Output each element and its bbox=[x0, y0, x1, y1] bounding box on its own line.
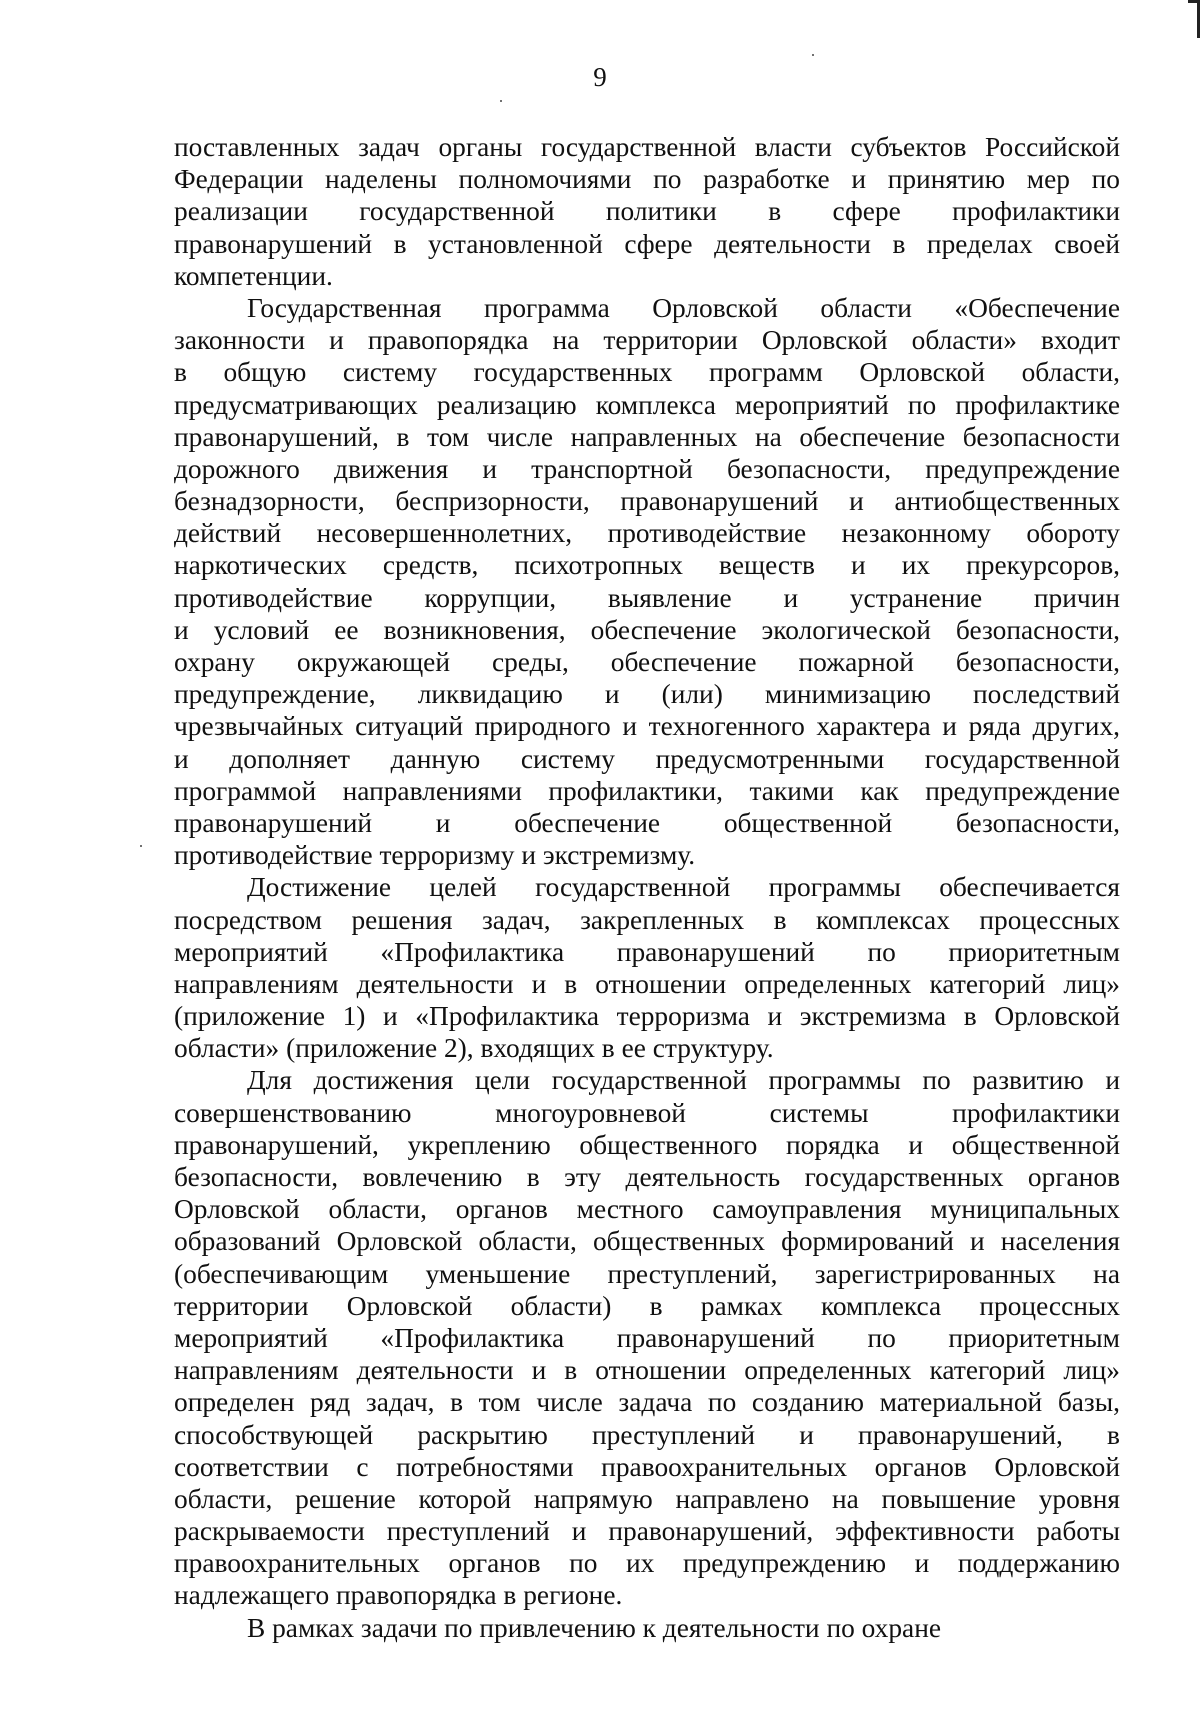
text-line: правонарушений, в том числе направленных на обеспечение безопасности bbox=[174, 421, 1120, 452]
text-line: Государственная программа Орловской области «Обеспечение bbox=[247, 292, 1120, 323]
text-line: охрану окружающей среды, обеспечение пожарной безопасности, bbox=[174, 647, 1120, 677]
text-line: правонарушений в установленной сфере деятельности в пределах своей bbox=[174, 228, 1120, 259]
text-line: способствующей раскрытию преступлений и правонарушений, в bbox=[174, 1419, 1120, 1450]
scan-corner-mark bbox=[1188, 0, 1200, 38]
text-line: Орловской области, органов местного самоуправления муниципальных bbox=[174, 1194, 1120, 1225]
page-number: 9 bbox=[593, 62, 607, 92]
paragraph bbox=[174, 1064, 1120, 1611]
text-line: в общую систему государственных программ Орловской области, bbox=[174, 357, 1120, 388]
text-line: (обеспечивающим уменьшение преступлений, зарегистрированных на bbox=[174, 1258, 1120, 1289]
text-line: и условий ее возникновения, обеспечение экологической безопасности, bbox=[174, 614, 1120, 645]
text-line: области» (приложение 2), входящих в ее структуру. bbox=[174, 1033, 774, 1064]
text-line: противодействие терроризму и экстремизму. bbox=[174, 840, 696, 871]
paragraph bbox=[174, 1612, 1120, 1644]
text-line: мероприятий «Профилактика правонарушений по приоритетным bbox=[174, 1322, 1120, 1353]
text-line: области, решение которой напрямую направлено на повышение уровня bbox=[174, 1483, 1120, 1514]
paragraph bbox=[174, 292, 1120, 871]
text-line: наркотических средств, психотропных веществ и их прекурсоров, bbox=[174, 550, 1120, 581]
text-line: противодействие коррупции, выявление и устранение причин bbox=[174, 582, 1120, 613]
scan-speck bbox=[500, 100, 502, 102]
text-line: безнадзорности, беспризорности, правонарушений и антиобщественных bbox=[174, 486, 1120, 517]
text-line: совершенствованию многоуровневой системы профилактики bbox=[174, 1097, 1120, 1128]
text-line: правоохранительных органов по их предупреждению и поддержанию bbox=[174, 1548, 1120, 1579]
text-line: программой направлениями профилактики, такими как предупреждение bbox=[174, 775, 1120, 806]
scan-speck bbox=[140, 845, 142, 847]
text-line: образований Орловской области, общественных формирований и населения bbox=[174, 1226, 1120, 1257]
text-line: предусматривающих реализацию комплекса мероприятий по профилактике bbox=[174, 389, 1120, 420]
text-line: соответствии с потребностями правоохранительных органов Орловской bbox=[174, 1451, 1120, 1482]
text-line: раскрываемости преступлений и правонарушений, эффективности работы bbox=[174, 1516, 1120, 1547]
text-line: Достижение целей государственной программы обеспечивается bbox=[247, 872, 1120, 903]
scan-speck bbox=[812, 54, 814, 56]
text-line: законности и правопорядка на территории Орловской области» входит bbox=[174, 325, 1120, 356]
text-line: реализации государственной политики в сфере профилактики bbox=[174, 196, 1120, 227]
text-line: направлениям деятельности и в отношении определенных категорий лиц» bbox=[174, 968, 1120, 999]
text-line: надлежащего правопорядка в регионе. bbox=[174, 1580, 623, 1611]
text-line: мероприятий «Профилактика правонарушений по приоритетным bbox=[174, 936, 1120, 967]
text-line: дорожного движения и транспортной безопасности, предупреждение bbox=[174, 453, 1120, 484]
text-line: посредством решения задач, закрепленных в комплексах процессных bbox=[174, 904, 1120, 935]
paragraph bbox=[174, 131, 1120, 292]
text-line: чрезвычайных ситуаций природного и техногенного характера и ряда других, bbox=[174, 711, 1120, 742]
text-line: Федерации наделены полномочиями по разработке и принятию мер по bbox=[174, 164, 1120, 195]
text-line: безопасности, вовлечению в эту деятельность государственных органов bbox=[174, 1162, 1120, 1192]
text-line: действий несовершеннолетних, противодействие незаконному обороту bbox=[174, 518, 1120, 549]
paragraph bbox=[174, 871, 1120, 1064]
text-line: (приложение 1) и «Профилактика терроризма и экстремизма в Орловской bbox=[174, 1001, 1120, 1032]
text-line: Для достижения цели государственной программы по развитию и bbox=[247, 1065, 1120, 1096]
text-line: определен ряд задач, в том числе задача по созданию материальной базы, bbox=[174, 1387, 1120, 1418]
text-line: предупреждение, ликвидацию и (или) минимизацию последствий bbox=[174, 679, 1120, 710]
text-line: компетенции. bbox=[174, 260, 333, 291]
text-line: направлениям деятельности и в отношении определенных категорий лиц» bbox=[174, 1355, 1120, 1386]
document-body bbox=[174, 131, 1120, 1644]
text-line: и дополняет данную систему предусмотренными государственной bbox=[174, 743, 1120, 774]
text-line: правонарушений и обеспечение общественной безопасности, bbox=[174, 807, 1120, 838]
text-line: В рамках задачи по привлечению к деятельности по охране bbox=[247, 1612, 942, 1643]
text-line: правонарушений, укреплению общественного порядка и общественной bbox=[174, 1129, 1120, 1160]
text-line: поставленных задач органы государственной власти субъектов Российской bbox=[174, 132, 1120, 162]
text-line: территории Орловской области) в рамках комплекса процессных bbox=[174, 1290, 1120, 1321]
